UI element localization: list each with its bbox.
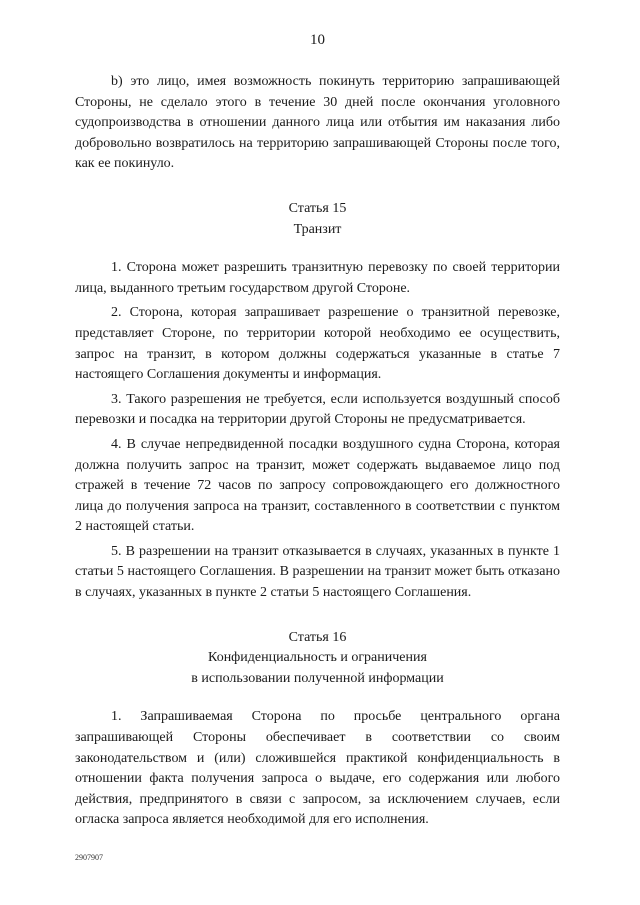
- spacer: [75, 689, 560, 707]
- article-15-paragraph-3: 3. Такого разрешения не требуется, если используется воздушный способ перевозки и посадка на территории другой Стороны не предусматривается.: [75, 391, 560, 428]
- page-number: 10: [310, 32, 325, 48]
- article-16-number: Статья 16: [288, 629, 347, 645]
- article-15-paragraph-2: 2. Сторона, которая запрашивает разрешение о транзитной перевозке, представляет Стороне, по территории которой необходимо ее осуществить, запрос на транзит, в котором должны содержаться указанные в статье 7 настоящего Соглашения документы и информация.: [75, 305, 560, 383]
- footer-document-code: 2907907: [75, 853, 103, 862]
- spacer: [75, 240, 560, 258]
- article-16-title-line-1: Конфиденциальность и ограничения: [208, 650, 427, 666]
- article-15-number: Статья 15: [288, 200, 347, 216]
- intro-paragraph: b) это лицо, имея возможность покинуть территорию запрашивающей Стороны, не сделало этого в течение 30 дней после окончания уголовного судопроизводства в отношении данного лица или отбытия им наказания либо добровольно возвратилось на территорию запрашивающей Стороны после того, как ее покинуло.: [75, 74, 560, 172]
- article-15-paragraph-1: 1. Сторона может разрешить транзитную перевозку по своей территории лица, выданного третьим государством другой Стороне.: [75, 260, 560, 296]
- article-15-paragraph-5: 5. В разрешении на транзит отказывается в случаях, указанных в пункте 1 статьи 5 настоящего Соглашения. В разрешении на транзит может быть отказано в случаях, указанных в пункте 2 статьи 5 настоящего Соглашения.: [75, 543, 560, 601]
- document-page: [75, 30, 560, 835]
- spacer: [75, 608, 560, 628]
- spacer: [75, 179, 560, 199]
- article-15-title: Транзит: [293, 221, 342, 237]
- article-16-title-line-2: в использовании полученной информации: [191, 670, 444, 686]
- article-15-paragraph-4: 4. В случае непредвиденной посадки воздушного судна Сторона, которая должна получить запрос на транзит, может содержать выдаваемое лицо под стражей в течение 72 часов по запросу сопровождающего его должностного лица до получения запроса на транзит, составленного в соответствии с пунктом 2 настоящей статьи.: [75, 436, 560, 535]
- article-16-paragraph-1: 1. Запрашиваемая Сторона по просьбе центрального органа запрашивающей Стороны обеспечивает в соответствии со своим законодательством и (или) сложившейся практикой конфиденциальность в отношении факта получения запроса о выдаче, его содержания или любого действия, предпринятого в связи с запросом, за исключением случаев, если огласка запроса является необходимой для его исполнения.: [75, 709, 560, 828]
